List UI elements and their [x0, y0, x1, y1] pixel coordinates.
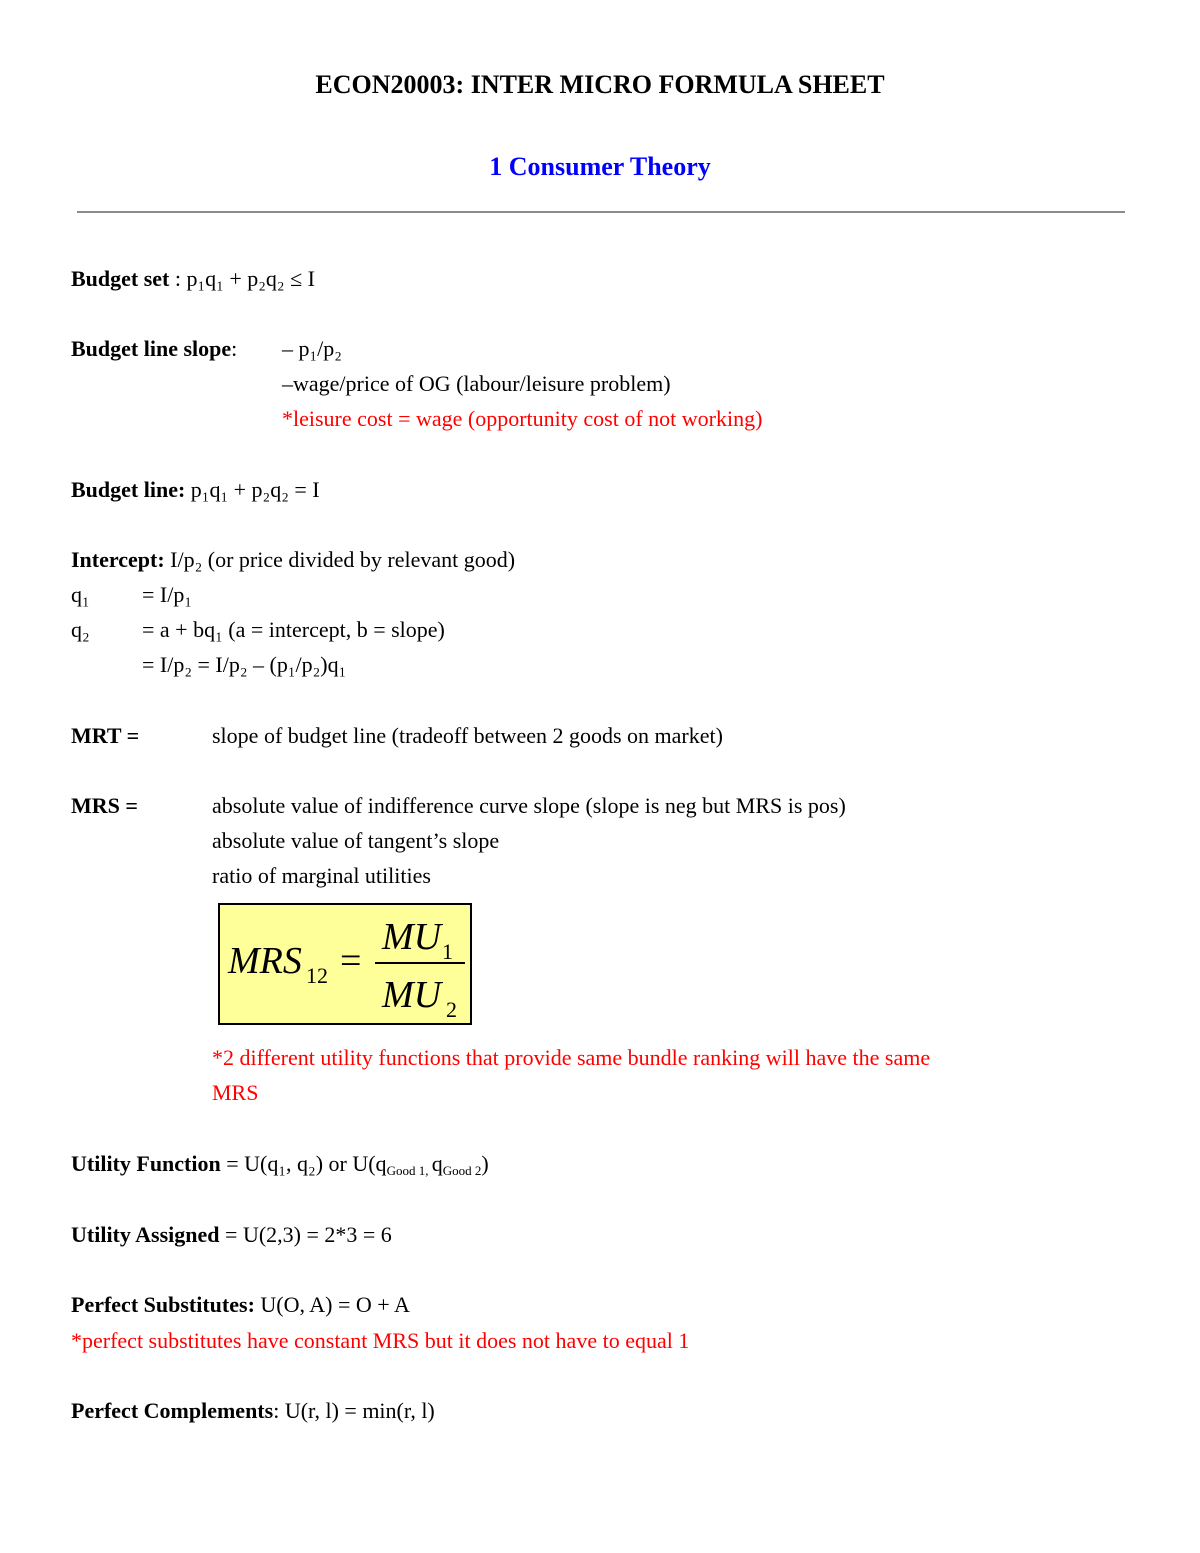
- budget-line-slope-label: Budget line slope: [71, 336, 232, 361]
- intercept-expr: I/p₂ (or price divided by relevant good): [164, 547, 516, 572]
- section-divider: [77, 211, 1125, 213]
- mrs-line1: absolute value of indifference curve slope (slope is neg but MRS is pos): [212, 793, 846, 818]
- section-heading: 1 Consumer Theory: [489, 152, 711, 181]
- mrs-note-line2: MRS: [212, 1080, 259, 1105]
- utility-function-label: Utility Function: [71, 1151, 221, 1176]
- budget-set-sep: :: [169, 266, 187, 291]
- perfect-substitutes-label: Perfect Substitutes:: [71, 1292, 255, 1317]
- utility-function-expr: = U(q₁, q₂) or U(q: [220, 1151, 387, 1176]
- budget-line-slope-row: [71, 334, 237, 364]
- utility-function-mid: q: [431, 1151, 443, 1176]
- utility-assigned-row: [71, 1220, 392, 1250]
- mrs-formula-denominator: MU: [382, 974, 442, 1016]
- leisure-cost-note: *leisure cost = wage (opportunity cost of not working): [282, 406, 763, 431]
- mrs-formula-denominator-sub: 2: [446, 997, 457, 1022]
- document-title: ECON20003: INTER MICRO FORMULA SHEET: [315, 70, 885, 99]
- budget-line-label: Budget line:: [71, 477, 186, 502]
- perfect-complements-row: [71, 1396, 435, 1426]
- q2-expr: = a + bq₁ (a = intercept, b = slope): [142, 617, 445, 642]
- mrs-formula-numerator-sub: 1: [442, 939, 453, 964]
- mrs-formula-box: [218, 903, 472, 1025]
- utility-assigned-label: Utility Assigned: [71, 1222, 220, 1247]
- budget-line-slope-line1: – p₁/p₂: [282, 336, 342, 361]
- budget-set-expr: p₁q₁ + p₂q₂ ≤ I: [186, 266, 316, 291]
- perfect-substitutes-expr: U(O, A) = O + A: [254, 1292, 410, 1317]
- mrs-formula-numerator: MU: [382, 916, 442, 958]
- mrs-formula-lhs: MRS: [228, 940, 302, 982]
- perfect-substitutes-row: [71, 1290, 410, 1320]
- utility-assigned-expr: = U(2,3) = 2*3 = 6: [219, 1222, 392, 1247]
- utility-function-row: [71, 1149, 489, 1179]
- mrs-formula-equals: =: [340, 940, 362, 982]
- perfect-complements-expr: : U(r, l) = min(r, l): [273, 1398, 435, 1423]
- budget-set-row: [71, 264, 315, 294]
- budget-set-label: Budget set: [71, 266, 170, 291]
- intercept-row: [71, 545, 515, 575]
- mrs-label: MRS =: [71, 793, 138, 818]
- q1-label: q₁: [71, 582, 90, 607]
- mrs-line2: absolute value of tangent’s slope: [212, 828, 500, 853]
- mrs-formula: [220, 905, 470, 1023]
- mrt-label: MRT =: [71, 723, 140, 748]
- q2-expr-continued: = I/p₂ = I/p₂ – (p₁/p₂)q₁: [142, 652, 347, 677]
- budget-line-slope-line2: –wage/price of OG (labour/leisure problem): [282, 371, 671, 396]
- perfect-complements-label: Perfect Complements: [71, 1398, 274, 1423]
- mrt-text: slope of budget line (tradeoff between 2 goods on market): [212, 723, 723, 748]
- utility-function-end: ): [481, 1151, 489, 1176]
- budget-line-expr: p₁q₁ + p₂q₂ = I: [185, 477, 320, 502]
- intercept-label: Intercept:: [71, 547, 165, 572]
- budget-line-slope-sep: :: [231, 336, 238, 361]
- utility-function-sub2: Good 2: [442, 1163, 482, 1178]
- utility-function-sub1: Good 1,: [386, 1163, 432, 1178]
- mrs-note-line1: *2 different utility functions that provide same bundle ranking will have the same: [212, 1045, 931, 1070]
- mrs-formula-lhs-sub: 12: [306, 963, 328, 988]
- mrs-line3: ratio of marginal utilities: [212, 863, 431, 888]
- q1-expr: = I/p₁: [142, 582, 193, 607]
- budget-line-row: [71, 475, 320, 505]
- perfect-substitutes-note: *perfect substitutes have constant MRS but it does not have to equal 1: [71, 1328, 690, 1353]
- q2-label: q₂: [71, 617, 90, 642]
